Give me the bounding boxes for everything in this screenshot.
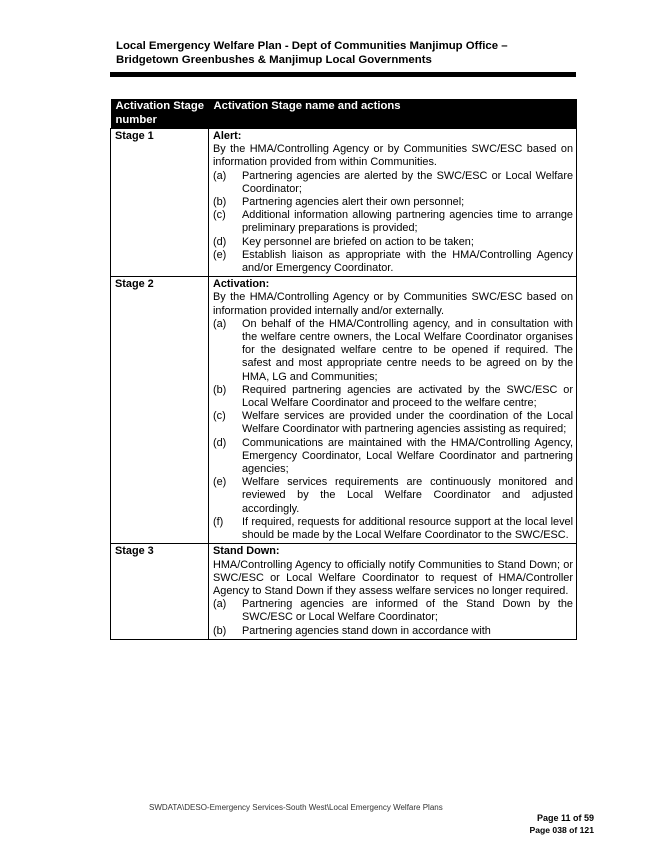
page-number-secondary: Page 038 of 121	[529, 825, 594, 835]
list-marker: (c)	[213, 209, 226, 222]
list-marker: (d)	[213, 235, 227, 248]
list-marker: (e)	[213, 476, 227, 489]
stage-number: Stage 1	[111, 129, 209, 277]
column-header-stage-number: Activation Stage number	[111, 99, 209, 129]
list-item	[213, 209, 573, 235]
stage-title: Activation:	[213, 278, 270, 291]
list-marker: (e)	[213, 248, 227, 261]
stage-title: Stand Down:	[213, 545, 280, 558]
stage-number: Stage 3	[111, 544, 209, 639]
table-header-row	[111, 99, 577, 129]
stage-title: Alert:	[213, 130, 242, 142]
footer-file-path: SWDATA\DESO-Emergency Services-South West\Local Emergency Welfare Plans	[149, 803, 443, 812]
list-marker: (d)	[213, 436, 227, 449]
list-item	[213, 236, 573, 249]
list-marker: (a)	[213, 598, 227, 611]
list-text: Establish liaison as appropriate with the HMA/Controlling Agency and/or Emergency Coordinator.	[242, 248, 573, 275]
stage-number: Stage 2	[111, 277, 209, 544]
list-marker: (b)	[213, 383, 227, 396]
list-marker: (b)	[213, 624, 227, 637]
list-item	[213, 196, 573, 209]
list-item	[213, 625, 573, 638]
header-title-line-1: Local Emergency Welfare Plan - Dept of Communities Manjimup Office –	[116, 40, 508, 52]
list-text: On behalf of the HMA/Controlling agency, and in consultation with the welfare centre owners, the Local Welfare Coordinator organises for the designated welfare centre to be opened if required. The safest and most appropriate centre needs to be agreed on by the HMA, LG and Communities;	[242, 317, 573, 383]
list-text: Welfare services are provided under the coordination of the Local Welfare Coordinator with partnering agencies assisting as required;	[242, 410, 573, 436]
list-text: Partnering agencies are alerted by the SWC/ESC or Local Welfare Coordinator;	[242, 169, 573, 195]
list-text: Partnering agencies stand down in accordance with	[242, 624, 491, 637]
list-marker: (a)	[213, 317, 227, 330]
page-number: Page 11 of 59	[536, 813, 594, 823]
table-row	[111, 544, 577, 639]
list-text: Partnering agencies alert their own personnel;	[242, 196, 465, 209]
list-item	[213, 384, 573, 410]
list-text: Partnering agencies are informed of the Stand Down by the SWC/ESC or Local Welfare Coordinator;	[242, 598, 573, 624]
list-marker: (f)	[213, 515, 224, 528]
stage-intro: By the HMA/Controlling Agency or by Communities SWC/ESC based on information provided from within Communities.	[213, 143, 573, 169]
list-text: Welfare services requirements are continuously monitored and reviewed by the Local Welfare Coordinator and adjusted accordingly.	[242, 476, 573, 515]
list-item	[213, 476, 573, 516]
stage-actions	[209, 277, 577, 544]
list-item	[213, 410, 573, 436]
list-item	[213, 249, 573, 275]
list-item	[213, 170, 573, 196]
stage-intro: By the HMA/Controlling Agency or by Communities SWC/ESC based on information provided internally and/or externally.	[213, 291, 573, 317]
header-title-line-2: Bridgetown Greenbushes & Manjimup Local Governments	[116, 54, 432, 66]
list-item	[213, 437, 573, 477]
stage-actions	[209, 544, 577, 639]
list-text: Communications are maintained with the HMA/Controlling Agency, Emergency Coordinator, Local Welfare Coordinator and partnering agencies;	[242, 436, 573, 476]
stage-actions	[209, 129, 577, 277]
table-row	[111, 129, 577, 277]
list-marker: (b)	[213, 196, 227, 209]
activation-stages-table	[110, 99, 577, 640]
list-item	[213, 318, 573, 384]
list-text: If required, requests for additional resource support at the local level should be made by the Local Welfare Coordinator to the SWC/ESC.	[242, 515, 573, 542]
document-header	[116, 39, 576, 67]
list-item	[213, 598, 573, 624]
list-marker: (a)	[213, 169, 227, 182]
list-item	[213, 516, 573, 542]
list-marker: (c)	[213, 410, 226, 423]
column-header-stage-actions: Activation Stage name and actions	[209, 99, 577, 129]
header-rule	[110, 72, 576, 77]
list-text: Key personnel are briefed on action to be taken;	[242, 235, 474, 248]
list-text: Required partnering agencies are activated by the SWC/ESC or Local Welfare Coordinator and proceed to the welfare centre;	[242, 383, 573, 410]
list-text: Additional information allowing partnering agencies time to arrange preliminary preparations is provided;	[242, 209, 573, 235]
stage-intro: HMA/Controlling Agency to officially notify Communities to Stand Down; or SWC/ESC or Local Welfare Coordinator to request of HMA/Controller Agency to Stand Down if they assess welfare services no longer required.	[213, 558, 573, 597]
table-row	[111, 277, 577, 544]
